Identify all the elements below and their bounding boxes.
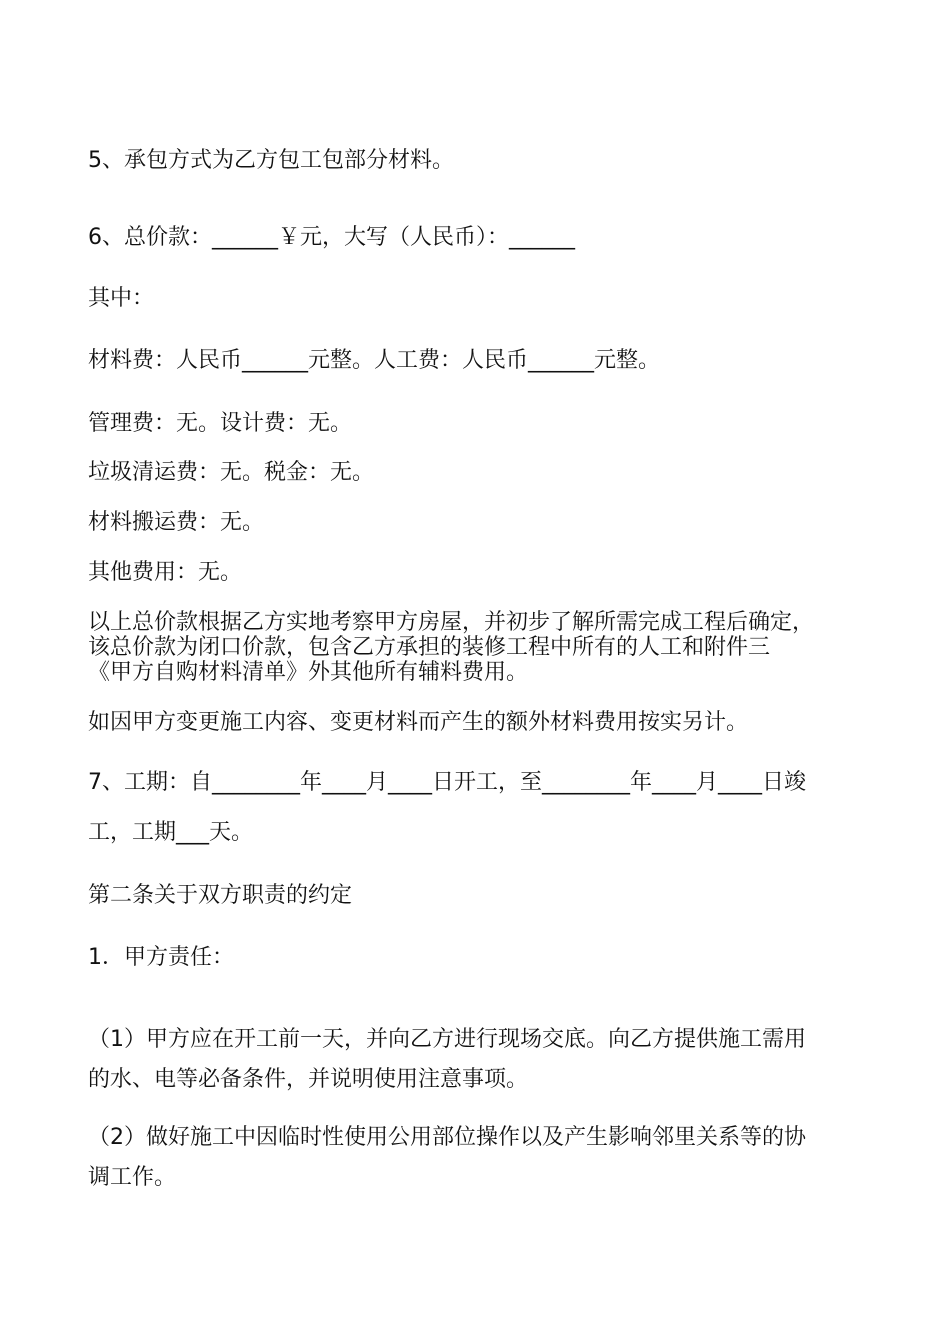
garbage-tax-fee: 垃圾清运费：无。税金：无。	[88, 460, 375, 485]
party-a-responsibility-heading: 1．甲方责任：	[88, 945, 234, 970]
total-price-explanation-line-2: 该总价款为闭口价款，包含乙方承担的装修工程中所有的人工和附件三	[88, 635, 771, 660]
party-a-item-1-line-2: 的水、电等必备条件，并说明使用注意事项。	[88, 1067, 529, 1092]
party-a-item-2-line-1: （2）做好施工中因临时性使用公用部位操作以及产生影响邻里关系等的协	[88, 1125, 806, 1150]
total-price-explanation	[88, 610, 878, 685]
article-2-heading: 第二条关于双方职责的约定	[88, 883, 353, 908]
party-a-item-1	[88, 1020, 878, 1100]
clause-6-total-price: 6、总价款：______￥元，大写（人民币）：______	[88, 225, 575, 250]
other-fees: 其他费用：无。	[88, 560, 243, 585]
clause-5-contract-mode: 5、承包方式为乙方包工包部分材料。	[88, 148, 454, 173]
material-labor-fee: 材料费：人民币______元整。人工费：人民币______元整。	[88, 348, 661, 373]
clause-7-duration-line-1: 7、工期：自________年____月____日开工，至________年____月____日竣	[88, 770, 806, 795]
change-extra-costs: 如因甲方变更施工内容、变更材料而产生的额外材料费用按实另计。	[88, 710, 749, 735]
management-design-fee: 管理费：无。设计费：无。	[88, 411, 353, 436]
total-price-explanation-line-1: 以上总价款根据乙方实地考察甲方房屋，并初步了解所需完成工程后确定，	[88, 610, 815, 635]
material-transport-fee: 材料搬运费：无。	[88, 510, 265, 535]
total-price-explanation-line-3: 《甲方自购材料清单》外其他所有辅料费用。	[88, 660, 529, 685]
clause-7-duration-line-2: 工，工期___天。	[88, 820, 254, 845]
party-a-item-2-line-2: 调工作。	[88, 1165, 177, 1190]
among-which-label: 其中：	[88, 286, 155, 311]
party-a-item-1-line-1: （1）甲方应在开工前一天，并向乙方进行现场交底。向乙方提供施工需用	[88, 1027, 806, 1052]
party-a-item-2	[88, 1118, 878, 1198]
